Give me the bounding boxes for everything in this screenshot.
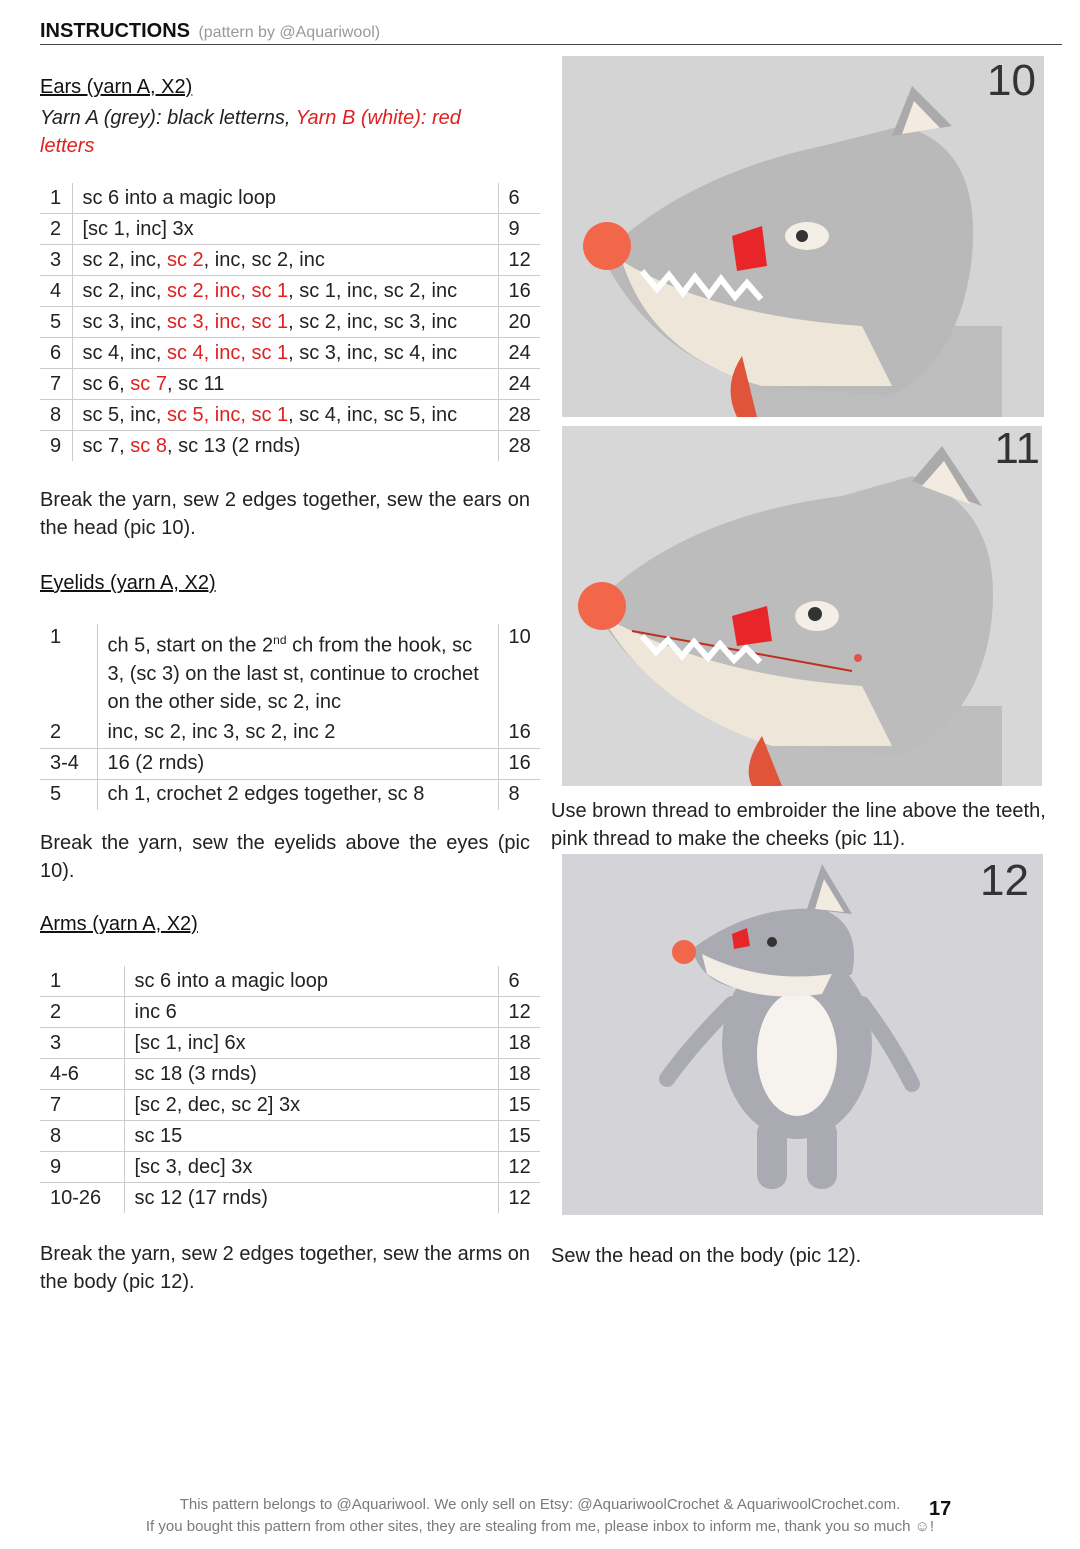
photo-number: 11 [994,426,1040,473]
table-row [40,779,540,810]
page-number: 17 [929,1498,952,1520]
yarn-a-segment: , sc 3, inc, sc 4, inc [288,341,458,364]
table-row [40,718,540,749]
yarn-b-segment: sc 7 [130,372,167,395]
row-number: 8 [50,403,62,426]
yarn-b-segment: sc 2, inc, sc 1 [166,279,289,302]
row-stitches [72,307,498,338]
row-stitches: 16 (2 rnds) [97,748,498,779]
yarn-a-segment: sc 6 into a magic loop [82,186,276,209]
table-row [40,1090,540,1121]
table-row [40,1152,540,1183]
table-row [40,338,540,369]
table-row [40,1059,540,1090]
row-count: 18 [508,1062,531,1085]
yarn-a-segment: , sc 11 [166,372,225,395]
yarn-a-segment: sc 6, [82,372,131,395]
table-row [40,1028,540,1059]
row-stitches [72,245,498,276]
eyelids-table [40,624,540,810]
yarn-b-segment: sc 2 [166,248,204,271]
photo-number: 10 [987,56,1036,105]
table-row [40,748,540,779]
row-count: 10 [508,626,531,648]
row-count: 12 [508,248,531,271]
row-number: 10-26 [50,1186,102,1209]
yarn-b-segment: sc 5, inc, sc 1 [166,403,289,426]
row-stitches: sc 15 [124,1121,498,1152]
eyelids-section-title: Eyelids (yarn A, X2) [40,572,216,594]
arms-note: Break the yarn, sew 2 edges together, sew the arms on the body (pic 12). [40,1243,530,1293]
row-number: 2 [50,217,62,240]
row-count: 24 [508,372,531,395]
row-stitches: inc, sc 2, inc 3, sc 2, inc 2 [97,718,498,749]
table-row [40,1183,540,1214]
table-row [40,997,540,1028]
table-row [40,307,540,338]
table-row [40,245,540,276]
wolf-full-body-illustration [562,854,1043,1215]
row-text-a: ch 5, start on the 2 [107,634,274,657]
row-count: 28 [508,434,531,457]
row-stitches: sc 6 into a magic loop [124,966,498,997]
row-number: 7 [50,1093,62,1116]
yarn-a-segment: sc 7, [82,434,131,457]
row-count: 6 [508,186,520,209]
row-number: 4-6 [50,1062,79,1085]
arms-table [40,966,540,1213]
row-count: 12 [508,1000,531,1023]
table-row [40,214,540,245]
row-stitches [72,400,498,431]
ordinal-suffix: nd [273,633,287,647]
yarn-a-segment: sc 5, inc, [82,403,167,426]
yarn-a-segment: , sc 13 (2 rnds) [166,434,301,457]
page-header [40,20,1062,45]
row-count: 8 [508,783,520,806]
table-row [40,431,540,462]
page-title: INSTRUCTIONS [40,20,190,42]
row-count: 6 [508,969,520,992]
row-number: 5 [50,783,62,806]
row-count: 16 [508,752,531,775]
row-stitches: sc 18 (3 rnds) [124,1059,498,1090]
yarn-a-segment: , sc 2, inc, sc 3, inc [288,310,458,333]
row-count: 20 [508,310,531,333]
row-count: 28 [508,403,531,426]
photo-10 [562,56,1044,417]
table-row [40,183,540,214]
row-count: 9 [508,217,520,240]
row-stitches [97,624,498,718]
row-number: 1 [50,969,62,992]
footer-line-1: This pattern belongs to @Aquariwool. We only sell on Etsy: @AquariwoolCrochet & AquariwoolCrochet.com. [179,1496,901,1513]
yarn-b-segment: sc 3, inc, sc 1 [166,310,289,333]
row-number: 1 [50,626,62,648]
row-stitches [72,183,498,214]
table-row [40,624,540,718]
yarn-a-segment: sc 3, inc, [82,310,167,333]
row-text-b: ch from the hook, sc 3, (sc 3) on the last st, continue to crochet on the other side, sc 2, inc [107,634,479,713]
row-number: 8 [50,1124,62,1147]
row-count: 18 [508,1031,531,1054]
table-row [40,400,540,431]
ears-table [40,183,540,461]
row-number: 3-4 [50,752,79,775]
yarn-a-segment: , sc 4, inc, sc 5, inc [288,403,458,426]
row-number: 2 [50,1000,62,1023]
page-footer [0,1494,1080,1538]
row-stitches: [sc 2, dec, sc 2] 3x [124,1090,498,1121]
yarn-a-segment: , inc, sc 2, inc [203,248,325,271]
wolf-head-illustration [562,56,1044,417]
row-stitches [72,369,498,400]
yarn-a-legend: Yarn A (grey): black letterns, [40,107,296,129]
row-stitches [72,214,498,245]
yarn-a-segment: [sc 1, inc] 3x [82,217,194,240]
row-count: 24 [508,341,531,364]
eyelids-note: Break the yarn, sew the eyelids above the eyes (pic 10). [40,832,530,882]
row-number: 9 [50,434,62,457]
ears-section-title: Ears (yarn A, X2) [40,76,193,98]
row-number: 6 [50,341,62,364]
row-count: 16 [508,721,531,744]
row-count: 15 [508,1124,531,1147]
yarn-a-segment: sc 2, inc, [82,248,167,271]
table-row [40,369,540,400]
row-count: 15 [508,1093,531,1116]
row-stitches: ch 1, crochet 2 edges together, sc 8 [97,779,498,810]
table-row [40,1121,540,1152]
table-row [40,276,540,307]
row-stitches: [sc 3, dec] 3x [124,1152,498,1183]
row-number: 4 [50,279,62,302]
row-stitches: [sc 1, inc] 6x [124,1028,498,1059]
yarn-a-segment: , sc 1, inc, sc 2, inc [288,279,458,302]
row-number: 2 [50,721,62,744]
row-stitches [72,431,498,462]
yarn-legend [40,104,510,160]
photo-number: 12 [980,856,1029,905]
yarn-b-segment: sc 4, inc, sc 1 [166,341,289,364]
ears-note: Break the yarn, sew 2 edges together, sew the ears on the head (pic 10). [40,489,530,539]
row-stitches [72,276,498,307]
photo-12 [562,854,1043,1215]
footer-line-2: If you bought this pattern from other sites, they are stealing from me, please inbox to inform me, thank you so much ☺! [145,1518,935,1535]
row-number: 1 [50,186,62,209]
row-stitches: inc 6 [124,997,498,1028]
arms-section-title: Arms (yarn A, X2) [40,913,198,935]
row-number: 7 [50,372,62,395]
photo-11 [562,426,1042,786]
row-number: 3 [50,248,62,271]
row-number: 5 [50,310,62,333]
page-subtitle: (pattern by @Aquariwool) [198,24,381,41]
photo-12-caption: Sew the head on the body (pic 12). [551,1245,862,1267]
row-number: 9 [50,1155,62,1178]
row-stitches [72,338,498,369]
yarn-a-segment: sc 2, inc, [82,279,167,302]
yarn-a-segment: sc 4, inc, [82,341,167,364]
photo-11-caption: Use brown thread to embroider the line above the teeth, pink thread to make the cheeks (pic 11). [551,800,1046,850]
row-count: 16 [508,279,531,302]
row-number: 3 [50,1031,62,1054]
row-count: 12 [508,1155,531,1178]
yarn-b-segment: sc 8 [130,434,167,457]
yarn-b-legend: Yarn B (white): red letters [40,107,461,157]
table-row [40,966,540,997]
wolf-head-closeup-illustration [562,426,1042,786]
row-count: 12 [508,1186,531,1209]
row-stitches: sc 12 (17 rnds) [124,1183,498,1214]
